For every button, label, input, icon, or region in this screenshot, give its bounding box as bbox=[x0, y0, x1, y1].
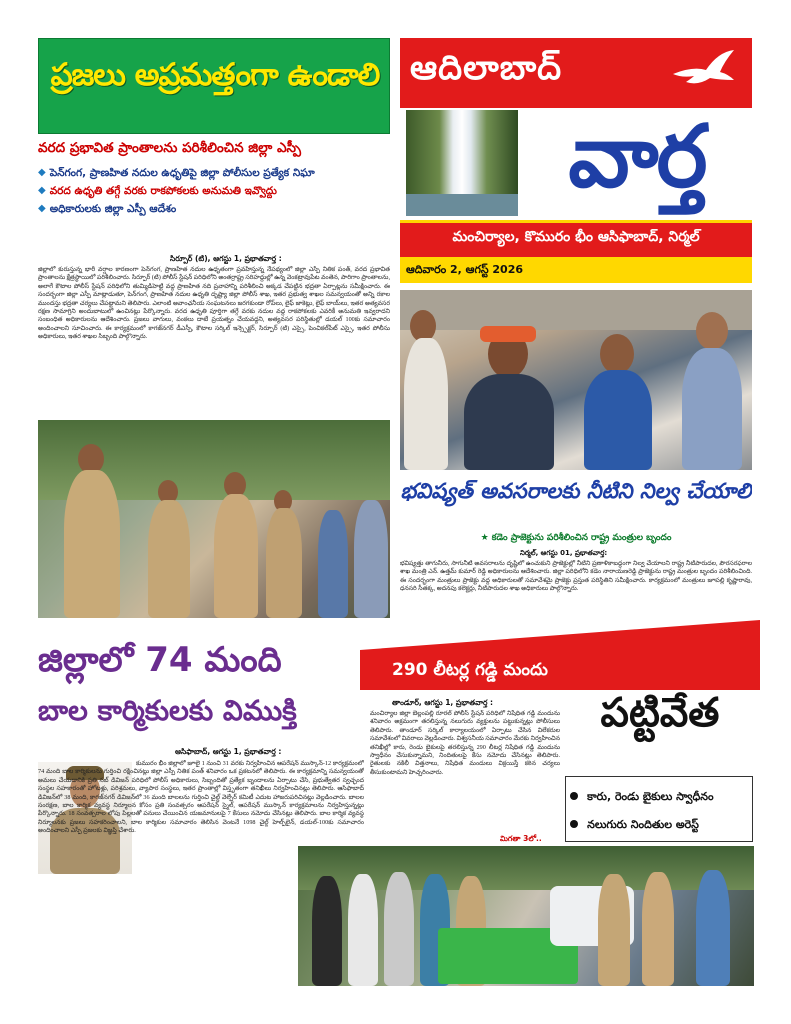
subhead-left: వరద ప్రభావిత ప్రాంతాలను పరిశీలించిన జిల్లా ఎస్పీ bbox=[38, 140, 301, 156]
waterfall-photo bbox=[406, 110, 518, 216]
photo-seized-goods bbox=[298, 846, 754, 986]
dateline-bottom-right: తాండూర్, ఆగస్టు 1, ప్రభాతవార్త : bbox=[392, 698, 494, 707]
highlight-item bbox=[570, 785, 750, 806]
masthead bbox=[400, 38, 752, 288]
masthead-title-main: వార్త bbox=[568, 107, 706, 207]
highlight-item bbox=[570, 813, 750, 834]
highlights-box bbox=[565, 776, 753, 842]
dateline-left: సిర్పూర్ (టి), ఆగస్టు 1, ప్రభాతవార్త : bbox=[170, 254, 282, 263]
masthead-edition-bar bbox=[400, 220, 752, 257]
bullet-item bbox=[38, 166, 390, 180]
headline-right: భవిష్యత్ అవసరాలకు నీటిని నిల్వ చేయాలి bbox=[400, 478, 752, 503]
masthead-date: ఆదివారం 2, ఆగస్ట్ 2026 bbox=[406, 263, 524, 276]
diamond-bullet-icon: ◆ bbox=[38, 185, 46, 196]
masthead-editions: మంచిర్యాల, కొమురం భీం ఆసిఫాబాద్, నిర్మల్ bbox=[452, 229, 700, 245]
subhead-right: ★ కడెం ప్రాజెక్టును పరిశీలించిన రాష్ట్ర మంత్రుల బృందం bbox=[480, 533, 672, 543]
diamond-bullet-icon: ◆ bbox=[38, 167, 46, 178]
article-body-bottom-left: కుమురం భీం జిల్లాలో జూలై 1 నుంచి 31 వరకు నిర్వహించిన ఆపరేషన్ ముస్కాన్-12 కార్యక్రమంలో 74 మంది బాల కార్మికులను గుర్తించి రక్షించినట్లు జిల్లా ఎస్పీ నితిక పంత్ శనివారం ఒక ప్రకటనలో తెలిపారు. ఈ కార్యక్రమాన్ని సమన్వయంతో అమలు చేయడానికి ప్రతి సబ్ డివిజన్ పరిధిలో పోలీస్ అధికారులు, సిబ్బందితో ప్రత్యేక బృందాలను ఏర్పాటు చేసి, ప్రభుత్వేతర స్వచ్ఛంద సంస్థల సహకారంతో హోటళ్లు, పరిశ్రమలు, వ్యాపార సంస్థలు, ఇతర ప్రాంతాల్లో విస్తృతంగా తనిఖీలు నిర్వహించినట్లు తెలిపారు. ఆసిఫాబాద్ డివిజన్‌లో 38 మంది, కాగజ్‌నగర్ డివిజన్‌లో 36 మంది బాలలను గుర్తించి చైల్డ్ వెల్ఫేర్ కమిటీ ఎదుట హాజరుపరిచినట్లు వెల్లడించారు. బాలల సంరక్షణ, బాల కార్మిక వ్యవస్థ నిర్మూలన కోసం ప్రతి సంవత్సరం ఆపరేషన్ స్మైల్, ఆపరేషన్ ముస్కాన్ కార్యక్రమాలను నిర్వహిస్తున్నట్లు పేర్కొన్నారు. 18 సంవత్సరాల లోపు పిల్లలతో పనులు చేయించిన యజమానులపై 7 కేసులు నమోదు చేసినట్లు తెలిపారు. బాల కార్మిక వ్యవస్థ నిర్మూలనకు ప్రజలు సహకరించాలని, బాల కార్మికుల సమాచారం తెలిసిన వెంటనే 1098 చైల్డ్ హెల్ప్‌లైన్, డయల్-100కు సమాచారం అందించాలని ఎస్పీ ప్రజలకు విజ్ఞప్తి చేశారు. bbox=[38, 760, 364, 835]
banner-quantity: 290 లీటర్ల గడ్డి మందు bbox=[392, 660, 548, 680]
highlight-text: నలుగురు నిందితుల అరెస్ట్ bbox=[587, 818, 699, 831]
masthead-red-bar bbox=[400, 38, 752, 108]
dot-bullet-icon bbox=[570, 792, 578, 800]
bullet-text: పెన్‌గంగ, ప్రాణహిత నదుల ఉధృతిపై జిల్లా పోలీసుల ప్రత్యేక నిఘా bbox=[49, 167, 315, 179]
dateline-bottom-left: ఆసిఫాబాద్, ఆగస్టు 1, ప్రభాతవార్త : bbox=[175, 747, 282, 756]
article-body-right: భవిష్యత్తు తాగునీరు, సాగునీటి అవసరాలను దృష్టిలో ఉంచుకుని ప్రాజెక్టుల్లో నీటిని ప్రణాళికాబద్ధంగా నిల్వ చేయాలని రాష్ట్ర నీటిపారుదల, పౌరసరఫరాల శాఖ మంత్రి ఎన్. ఉత్తమ్ కుమార్ రెడ్డి అధికారులను ఆదేశించారు. జిల్లా పరిధిలోని కడెం నారాయణరెడ్డి ప్రాజెక్టును రాష్ట్ర మంత్రుల బృందం పరిశీలించింది. ఈ సందర్భంగా మంత్రులు ప్రాజెక్టు వద్ద అధికారులతో సమావేశమై ప్రాజెక్టు ప్రస్తుత పరిస్థితిని సమీక్షించారు. కార్యక్రమంలో మంత్రులు జూపల్లి కృష్ణారావు, ధనసరి సీతక్క, అదనపు కలెక్టర్లు, నీటిపారుదల శాఖ అధికారులు పాల్గొన్నారు. bbox=[400, 560, 752, 593]
headline-bottom-right: పట్టివేత bbox=[600, 690, 720, 736]
headline-bottom-left-line2: బాల కార్మికులకు విముక్తి bbox=[38, 694, 297, 727]
photo-ministers bbox=[400, 290, 752, 470]
masthead-date-bar bbox=[400, 257, 752, 283]
masthead-title-top: ఆదిలాబాద్ bbox=[410, 48, 563, 88]
headline-bottom-left-line1: జిల్లాలో 74 మంది bbox=[38, 640, 282, 680]
dove-icon bbox=[668, 46, 738, 96]
dateline-right: నిర్మల్, ఆగస్టు 01, ప్రభాతవార్త: bbox=[520, 549, 608, 557]
bullet-item bbox=[38, 202, 390, 216]
dot-bullet-icon bbox=[570, 820, 578, 828]
highlight-text: కారు, రెండు బైకులు స్వాధీనం bbox=[587, 790, 714, 803]
diamond-bullet-icon: ◆ bbox=[38, 203, 46, 214]
headline-banner-left bbox=[38, 38, 390, 134]
headline-left: ప్రజలు అప్రమత్తంగా ఉండాలి bbox=[50, 57, 380, 93]
bullet-item bbox=[38, 184, 390, 198]
bullet-text: అధికారులకు జిల్లా ఎస్పీ ఆదేశం bbox=[49, 203, 177, 215]
photo-police-officials bbox=[38, 420, 390, 618]
bullet-list-left bbox=[38, 166, 390, 216]
article-body-left: జిల్లాలో కురుస్తున్న భారీ వర్షాల కారణంగా పెన్‌గంగ, ప్రాణహిత నదుల ఉధృతంగా ప్రవహిస్తున్న నేపథ్యంలో జిల్లా ఎస్పీ నితిక పంత్, వరద ప్రభావిత ప్రాంతాలను క్షేత్రస్థాయిలో పరిశీలించారు. సిర్పూర్ (టి) పోలీస్ స్టేషన్ పరిధిలోని అంతర్రాష్ట్ర సరిహద్దుల్లో ఉన్న వెంకట్రావుపేట వంతెన, పారిగాం ప్రాంతాలను, అలాగే కౌటాల పోలీస్ స్టేషన్ పరిధిలోని తుమ్మిడిహెట్టి వద్ద ప్రాణహిత నది ప్రవాహాన్ని పరిశీలించి అక్కడ చేపట్టిన భద్రతా ఏర్పాట్లను సమీక్షించారు. ఈ సందర్భంగా జిల్లా ఎస్పీ మాట్లాడుతూ, పెన్‌గంగ, ప్రాణహిత నదుల ఉధృతి దృష్ట్యా జిల్లా పోలీస్ శాఖ, ఇతర ప్రభుత్వ శాఖల సమన్వయంతో అన్ని రకాల ముందస్తు భద్రతా చర్యలు చేపట్టామని తెలిపారు. ఎలాంటి అవాంఛనీయ సంఘటనలు జరగకుండా రోప్‌లు, లైఫ్ జాకెట్లు, లైఫ్ బాయ్‌లు, ఇతర అత్యవసర రక్షణ సామాగ్రిని అందుబాటులో ఉంచినట్లు పేర్కొన్నారు. వరద ఉధృతి పూర్తిగా తగ్గే వరకు నదుల వద్ద రాకపోకలకు ఎవరికీ అనుమతి ఇవ్వరాదని సంబంధిత అధికారులను ఆదేశించారు. ప్రజలు వాగులు, వంకలు దాటే ప్రయత్నం చేయవద్దని, అత్యవసర పరిస్థితుల్లో డయల్ 100కు సమాచారం అందించాలని సూచించారు. ఈ కార్యక్రమంలో కాగజ్‌నగర్ డీఎస్పీ, కౌటాల సర్కిల్ ఇన్స్పెక్టర్, సిర్పూర్ (టి) ఎస్సై, పెంచికల్‌పేట్ ఎస్సై, ఇతర పోలీసు అధికారులు, ఇతర శాఖల సిబ్బంది పాల్గొన్నారు. bbox=[38, 266, 390, 341]
article-body-bottom-right: మంచిర్యాల జిల్లా బెల్లంపల్లి రూరల్ పోలీస్ స్టేషన్ పరిధిలో నిషేధిత గడ్డి మందును శనివారం అక్రమంగా తరలిస్తున్న నలుగురు వ్యక్తులను పట్టుకున్నట్లు పోలీసులు తెలిపారు. తాండూర్ సర్కిల్ కార్యాలయంలో ఏర్పాటు చేసిన విలేకరుల సమావేశంలో వివరాలు వెల్లడించారు. విశ్వసనీయ సమాచారం మేరకు నిర్వహించిన తనిఖీల్లో కారు, రెండు బైకులపై తరలిస్తున్న 290 లీటర్ల నిషేధిత గడ్డి మందును స్వాధీనం చేసుకున్నామని, నిందితులపై కేసు నమోదు చేసినట్లు తెలిపారు. రైతులకు నకిలీ విత్తనాలు, నిషేధిత మందులు విక్రయిస్తే కఠిన చర్యలు తీసుకుంటామని హెచ్చరించారు. bbox=[370, 710, 560, 776]
continued-bottom-right: మిగతా 3లో.. bbox=[500, 834, 542, 843]
bullet-text: వరద ఉధృతి తగ్గే వరకు రాకపోకలకు అనుమతి ఇవ్వొద్దు bbox=[49, 185, 277, 197]
